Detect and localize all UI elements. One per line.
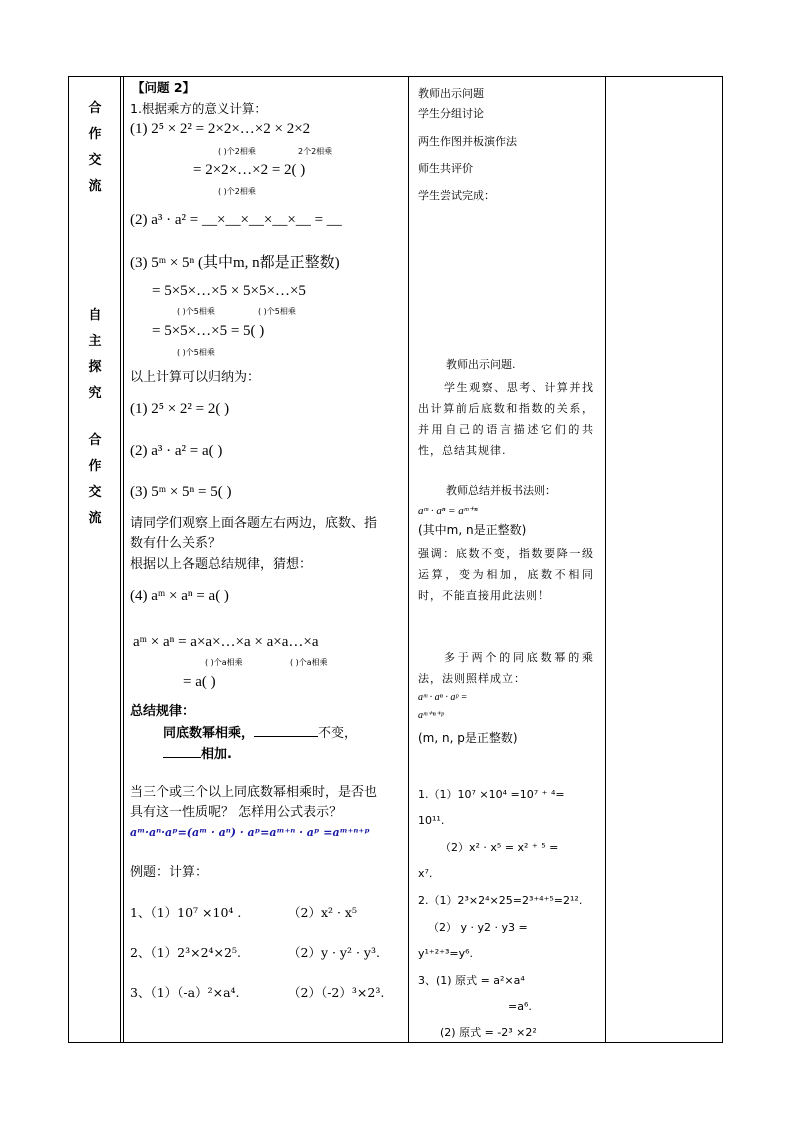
teacher-note-7: 学生观察、思考、计算并找出计算前后底数和指数的关系，并用自己的语言描述它们的共性，总结其规律. <box>418 381 594 457</box>
calc-line-1-sub2: 2个2相乘 <box>298 147 333 156</box>
calc-line-3: (2) a³ · a² = __×__×__×__×__ = __ <box>130 212 342 228</box>
stage-label-explore: 自 主 探 究 <box>88 308 102 401</box>
more-line-2: 具有这一性质呢？ 怎样用公式表示？ <box>130 805 343 820</box>
answer-3: 2.（1）2³×2⁴×25=2³⁺⁴⁺⁵=2¹². <box>418 894 583 907</box>
more-line-1: 当三个或三个以上同底数幂相乘时，是否也 <box>130 785 378 800</box>
calc-line-2-sub: ( )个2相乘 <box>218 187 256 196</box>
rule-line-2 <box>163 745 232 763</box>
calc-line-6-sub: ( )个5相乘 <box>177 348 215 357</box>
example-3a: 3、（1）（-a）²×a⁴. <box>130 985 240 1000</box>
answer-1b: 10¹¹. <box>418 814 445 827</box>
summary-3: (3) 5ᵐ × 5ⁿ = 5( ) <box>130 484 232 500</box>
calc-line-7: aᵐ × aⁿ = a×a×…×a × a×a…×a <box>133 634 319 650</box>
rule-blank-2 <box>163 745 201 758</box>
calc-line-5-sub1: ( )个5相乘 <box>177 307 215 316</box>
observe-line-2: 数有什么关系？ <box>130 536 222 551</box>
example-3b: （2）（-2）³×2³. <box>288 985 385 1000</box>
example-2a: 2、（1）2³×2⁴×2⁵. <box>130 945 241 960</box>
observe-line-1: 请同学们观察上面各题左右两边，底数、指 <box>130 516 378 531</box>
example-1b: （2）x² · x⁵ <box>288 905 357 920</box>
rule-formula: aᵐ · aⁿ = aᵐ⁺ⁿ <box>418 505 478 517</box>
rule-condition-3: (m, n, p是正整数) <box>418 731 518 745</box>
rule-line-1-end: 不变， <box>318 726 358 741</box>
table-right-border <box>722 76 723 1043</box>
answer-5: 3、(1) 原式 = a²×a⁴ <box>418 974 525 987</box>
summary-1: (1) 2⁵ × 2² = 2( ) <box>130 401 230 417</box>
teacher-note-2: 学生分组讨论 <box>418 107 484 120</box>
column-divider-2 <box>408 76 409 1043</box>
stage-label-cooperate-2: 合 作 交 流 <box>88 433 102 526</box>
rule-line-1 <box>163 724 357 742</box>
guess-line: 根据以上各题总结规律，猜想： <box>130 557 313 572</box>
table-bottom-border <box>68 1042 723 1043</box>
calc-line-5-sub2: ( )个5相乘 <box>258 307 296 316</box>
rule-formula-3b: aᵐ⁺ⁿ⁺ᵖ <box>418 710 444 721</box>
answer-2b: x⁷. <box>418 867 433 880</box>
teacher-note-4: 师生共评价 <box>418 162 473 175</box>
problem-title: 【问题 2】 <box>132 80 196 95</box>
column-divider-3 <box>605 76 606 1043</box>
table-top-border <box>68 76 723 77</box>
answer-4b: y¹⁺²⁺³=y⁶. <box>418 947 473 960</box>
rule-condition: (其中m, n是正整数) <box>418 523 527 537</box>
example-2b: （2）y · y² · y³. <box>288 945 380 960</box>
column-divider-1b <box>123 76 124 1043</box>
answer-1: 1.（1）10⁷ ×10⁴ =10⁷ ⁺ ⁴= <box>418 788 565 801</box>
rule-blank-1 <box>254 724 318 737</box>
answer-4: （2） y · y2 · y3 = <box>428 921 528 934</box>
column-divider-1 <box>120 76 121 1043</box>
calc-line-8: = a( ) <box>183 674 216 690</box>
answer-2: （2）x² · x⁵ = x² ⁺ ⁵ = <box>440 841 559 854</box>
summary-intro: 以上计算可以归纳为： <box>130 370 261 385</box>
calc-line-4: (3) 5ᵐ × 5ⁿ (其中m, n都是正整数) <box>130 255 340 271</box>
example-1a: 1、（1）10⁷ ×10⁴ . <box>130 905 242 920</box>
teacher-note-6: 教师出示问题. <box>446 358 516 371</box>
teacher-note-12: 多于两个的同底数幂的乘法，法则照样成立： <box>418 651 594 685</box>
stage-label-cooperate-1: 合 作 交 流 <box>88 101 102 194</box>
rule-line-2-end: 相加. <box>201 747 232 762</box>
teacher-note-5: 学生尝试完成： <box>418 189 495 202</box>
calc-line-1-sub1: ( )个2相乘 <box>218 147 256 156</box>
rule-formula-3a: aᵐ · aⁿ · aᵖ = <box>418 692 468 703</box>
calc-line-1: (1) 2⁵ × 2² = 2×2×…×2 × 2×2 <box>130 121 311 137</box>
rule-line-1-start: 同底数幂相乘， <box>163 726 255 741</box>
teacher-note-1: 教师出示问题 <box>418 87 484 100</box>
general-formula: aᵐ·aⁿ·aᵖ=(aᵐ · aⁿ) · aᵖ=aᵐ⁺ⁿ · aᵖ =aᵐ⁺ⁿ⁺ᵖ <box>130 826 370 839</box>
teacher-note-3: 两生作图并板演作法 <box>418 135 517 148</box>
answer-5b: =a⁶. <box>508 1000 532 1013</box>
teacher-emphasis: 强调：底数不变，指数要降一级运算，变为相加，底数不相同时，不能直接用此法则！ <box>418 547 594 602</box>
calc-line-7-sub2: ( )个a相乘 <box>290 658 328 667</box>
calc-line-6: = 5×5×…×5 = 5( ) <box>152 323 265 339</box>
example-title: 例题：计算： <box>130 865 209 880</box>
summary-2: (2) a³ · a² = a( ) <box>130 443 223 459</box>
answer-6: (2) 原式 = -2³ ×2² <box>440 1026 537 1039</box>
summary-4: (4) aᵐ × aⁿ = a( ) <box>130 588 229 604</box>
teacher-note-8: 教师总结并板书法则： <box>446 484 556 497</box>
calc-line-7-sub1: ( )个a相乘 <box>205 658 243 667</box>
table-left-border <box>68 76 69 1043</box>
question-1: 1.根据乘方的意义计算： <box>130 101 267 116</box>
rule-title: 总结规律： <box>130 704 196 719</box>
calc-line-5: = 5×5×…×5 × 5×5×…×5 <box>152 283 306 299</box>
calc-line-2: = 2×2×…×2 = 2( ) <box>193 162 306 178</box>
